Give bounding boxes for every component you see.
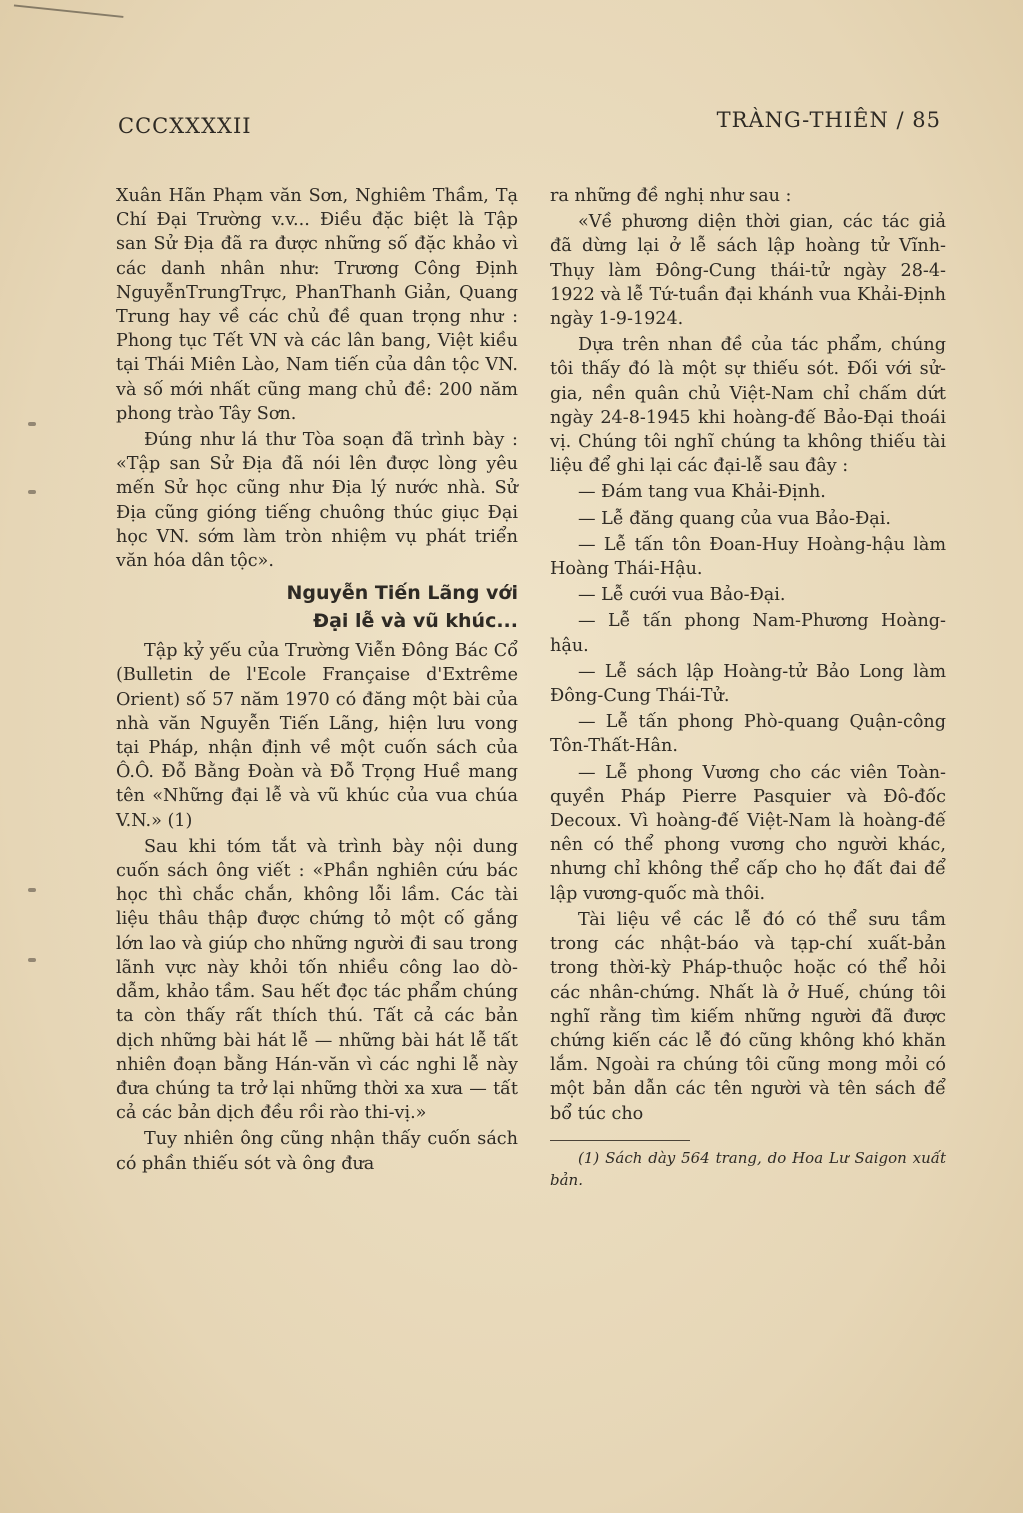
paragraph: Sau khi tóm tắt và trình bày nội dung cuốn sách ông viết : «Phần nghiên cứu bác học thì chắc chắn, không lỗi lầm. Các tài liệu thâu thập được chứng tỏ một cố gắng lớn lao và giúp cho những người đi sau trong lãnh vực này khỏi tốn nhiều công lao dò-dẫm, khảo tầm. Sau hết đọc tác phẩm chúng ta còn thấy rất thích thú. Tất cả các bản dịch những bài hát lễ — những bài hát lễ tất nhiên đoạn bằng Hán-văn vì các nghi lễ này đưa chúng ta trở lại những thời xa xưa — tất cả các bản dịch đều rồi rào thi-vị.»	[116, 836, 518, 1124]
paragraph: Xuân Hãn Phạm văn Sơn, Nghiêm Thầm, Tạ Chí Đại Trường v.v... Điều đặc biệt là Tập san Sử Địa đã ra được những số đặc khảo vì các danh nhân như: Trương Công Định NguyễnTrungTrực, PhanThanh Giản, Quang Trung hay về các chủ đề quan trọng như : Phong tục Tết VN và các lân bang, Việt kiều tại Thái Miên Lào, Nam tiến của dân tộc VN. và số mới nhất cũng mang chủ đề: 200 năm phong trào Tây Sơn.	[116, 186, 518, 424]
footnote: (1) Sách dày 564 trang, do Hoa Lư Saigon xuất bản.	[550, 1148, 946, 1189]
list-item: — Lễ tấn phong Nam-Phương Hoàng-hậu.	[550, 611, 946, 656]
list-item: — Lễ đăng quang của vua Bảo-Đại.	[578, 508, 891, 529]
section-heading	[116, 579, 518, 635]
paragraph: Đúng như lá thư Tòa soạn đã trình bày : «Tập san Sử Địa đã nói lên được lòng yêu mến Sử học cũng như Địa lý nước nhà. Sử Địa cũng gióng tiếng chuông thúc giục Đại học VN. sớm làm tròn nhiệm vụ phát triển văn hóa dân tộc».	[116, 430, 518, 572]
list-item: — Lễ tấn tôn Đoan-Huy Hoàng-hậu làm Hoàng Thái-Hậu.	[550, 534, 946, 580]
paragraph: Dựa trên nhan đề của tác phẩm, chúng tôi thấy đó là một sự thiếu sót. Đối với sử-gia, nền quân chủ Việt-Nam chỉ chấm dứt ngày 24-8-1945 khi hoàng-đế Bảo-Đại thoái vị. Chúng tôi nghĩ chúng ta không thiếu tài liệu để ghi lại các đại-lễ sau đây :	[550, 335, 946, 477]
list-item: — Lễ phong Vương cho các viên Toàn-quyền Pháp Pierre Pasquier và Đô-đốc Decoux. Vì hoàng-đế Việt-Nam là hoàng-đế nên có thể phong vương cho người khác, nhưng chỉ không thể cấp cho họ đất đai để lập vương-quốc mà thôi.	[550, 762, 946, 904]
paragraph: ra những đề nghị như sau :	[550, 186, 792, 206]
list-item: — Lễ sách lập Hoàng-tử Bảo Long làm Đông-Cung Thái-Tử.	[550, 661, 946, 707]
left-column	[116, 184, 518, 1176]
footnote-divider	[550, 1140, 690, 1141]
list-item: — Lễ cưới vua Bảo-Đại.	[578, 585, 786, 606]
margin-speck	[28, 888, 36, 892]
corner-ink-mark	[7, 4, 124, 87]
margin-speck	[28, 490, 36, 494]
right-column	[550, 184, 946, 1191]
margin-speck	[28, 958, 36, 962]
heading-line: Đại lễ và vũ khúc...	[313, 610, 518, 633]
running-header	[118, 108, 941, 142]
quote-paragraph: «Về phương diện thời gian, các tác giả đã dừng lại ở lễ sách lập hoàng tử Vĩnh-Thụy làm Đông-Cung thái-tử ngày 28-4-1922 và lễ Tứ-tuần đại khánh vua Khải-Định ngày 1-9-1924.	[550, 212, 946, 330]
page-code: CCCXXXXII	[118, 114, 252, 138]
margin-speck	[28, 422, 36, 426]
heading-line: Nguyễn Tiến Lãng với	[286, 582, 518, 605]
list-item: — Đám tang vua Khải-Định.	[578, 482, 826, 503]
list-item: — Lễ tấn phong Phò-quang Quận-công Tôn-Thất-Hân.	[550, 712, 946, 757]
paragraph: Tuy nhiên ông cũng nhận thấy cuốn sách có phần thiếu sót và ông đưa	[116, 1129, 518, 1174]
paragraph: Tập kỷ yếu của Trường Viễn Đông Bác Cổ (Bulletin de l'Ecole Française d'Extrême Orient) số 57 năm 1970 có đăng một bài của nhà văn Nguyễn Tiến Lãng, hiện lưu vong tại Pháp, nhận định về một cuốn sách của Ô.Ô. Đỗ Bằng Đoàn và Đỗ Trọng Huề mang tên «Những đại lễ và vũ khúc của vua chúa V.N.» (1)	[116, 641, 518, 831]
journal-title-page-number: TRÀNG-THIÊN / 85	[716, 108, 941, 132]
paragraph: Tài liệu về các lễ đó có thể sưu tầm trong các nhật-báo và tạp-chí xuất-bản trong thời-kỳ Pháp-thuộc hoặc có thể hỏi các nhân-chứng. Nhất là ở Huế, chúng tôi nghĩ rằng tìm kiếm những người đã được chứng kiến các lễ đó cũng không khó khăn lắm. Ngoài ra chúng tôi cũng mong mỏi có một bản dẫn các tên người và tên sách để bổ túc cho	[550, 909, 946, 1124]
